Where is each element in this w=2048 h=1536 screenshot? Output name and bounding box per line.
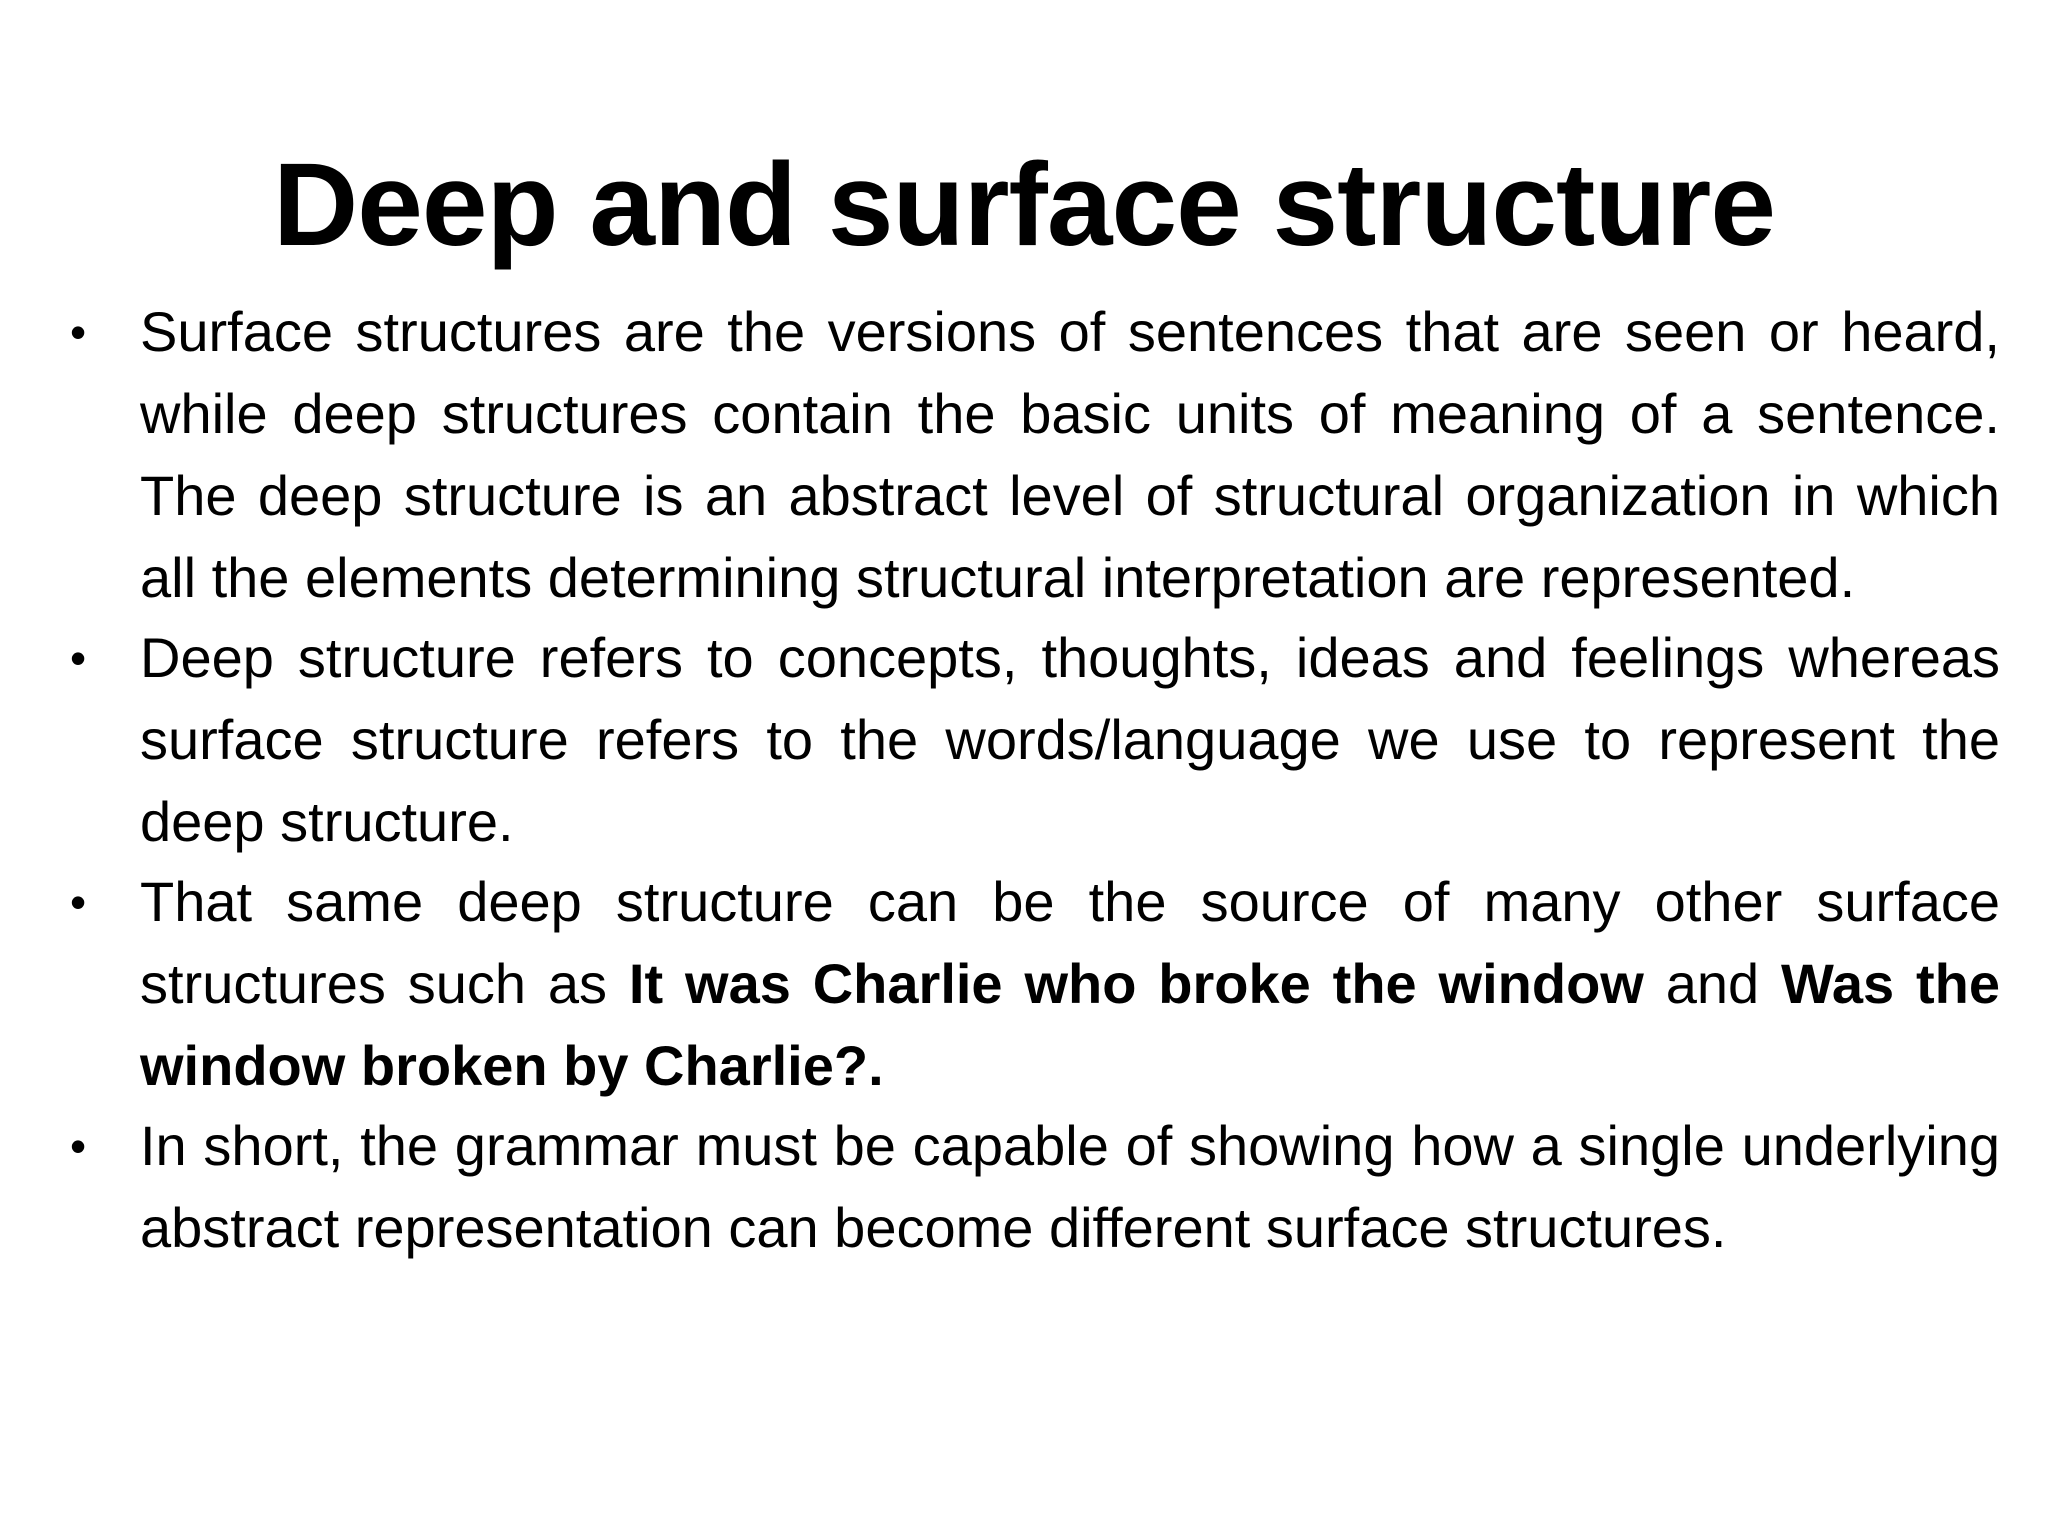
example-sentence-2: Was the window broken by Charlie?. xyxy=(140,952,2000,1097)
example-sentence-1: It was Charlie who broke the window xyxy=(628,952,1644,1015)
bullet-text: That same deep structure can be the source of many other surface structures such as xyxy=(140,870,2000,1015)
bullet-list xyxy=(70,291,2000,1267)
bullet-text-connector: and xyxy=(1643,952,1782,1015)
bullet-item-1 xyxy=(70,291,2000,619)
bullet-item-2 xyxy=(70,617,2000,863)
slide-title: Deep and surface structure xyxy=(273,139,1775,271)
bullet-dot-icon: • xyxy=(70,876,87,928)
bullet-item-3 xyxy=(70,861,2000,1107)
bullet-text: In short, the grammar must be capable of showing how a single underlying abstract representation can become different surface structures. xyxy=(140,1114,2000,1259)
bullet-text: Deep structure refers to concepts, thoughts, ideas and feelings whereas surface structure refers to the words/language we use to represent the deep structure. xyxy=(140,626,2000,853)
bullet-dot-icon: • xyxy=(70,632,87,684)
bullet-text: Surface structures are the versions of sentences that are seen or heard, while deep structures contain the basic units of meaning of a sentence. The deep structure is an abstract level of structural organization in which all the elements determining structural interpretation are represented. xyxy=(140,300,2000,609)
bullet-dot-icon: • xyxy=(70,1120,87,1172)
bullet-dot-icon: • xyxy=(70,306,87,358)
bullet-item-4 xyxy=(70,1105,2000,1269)
